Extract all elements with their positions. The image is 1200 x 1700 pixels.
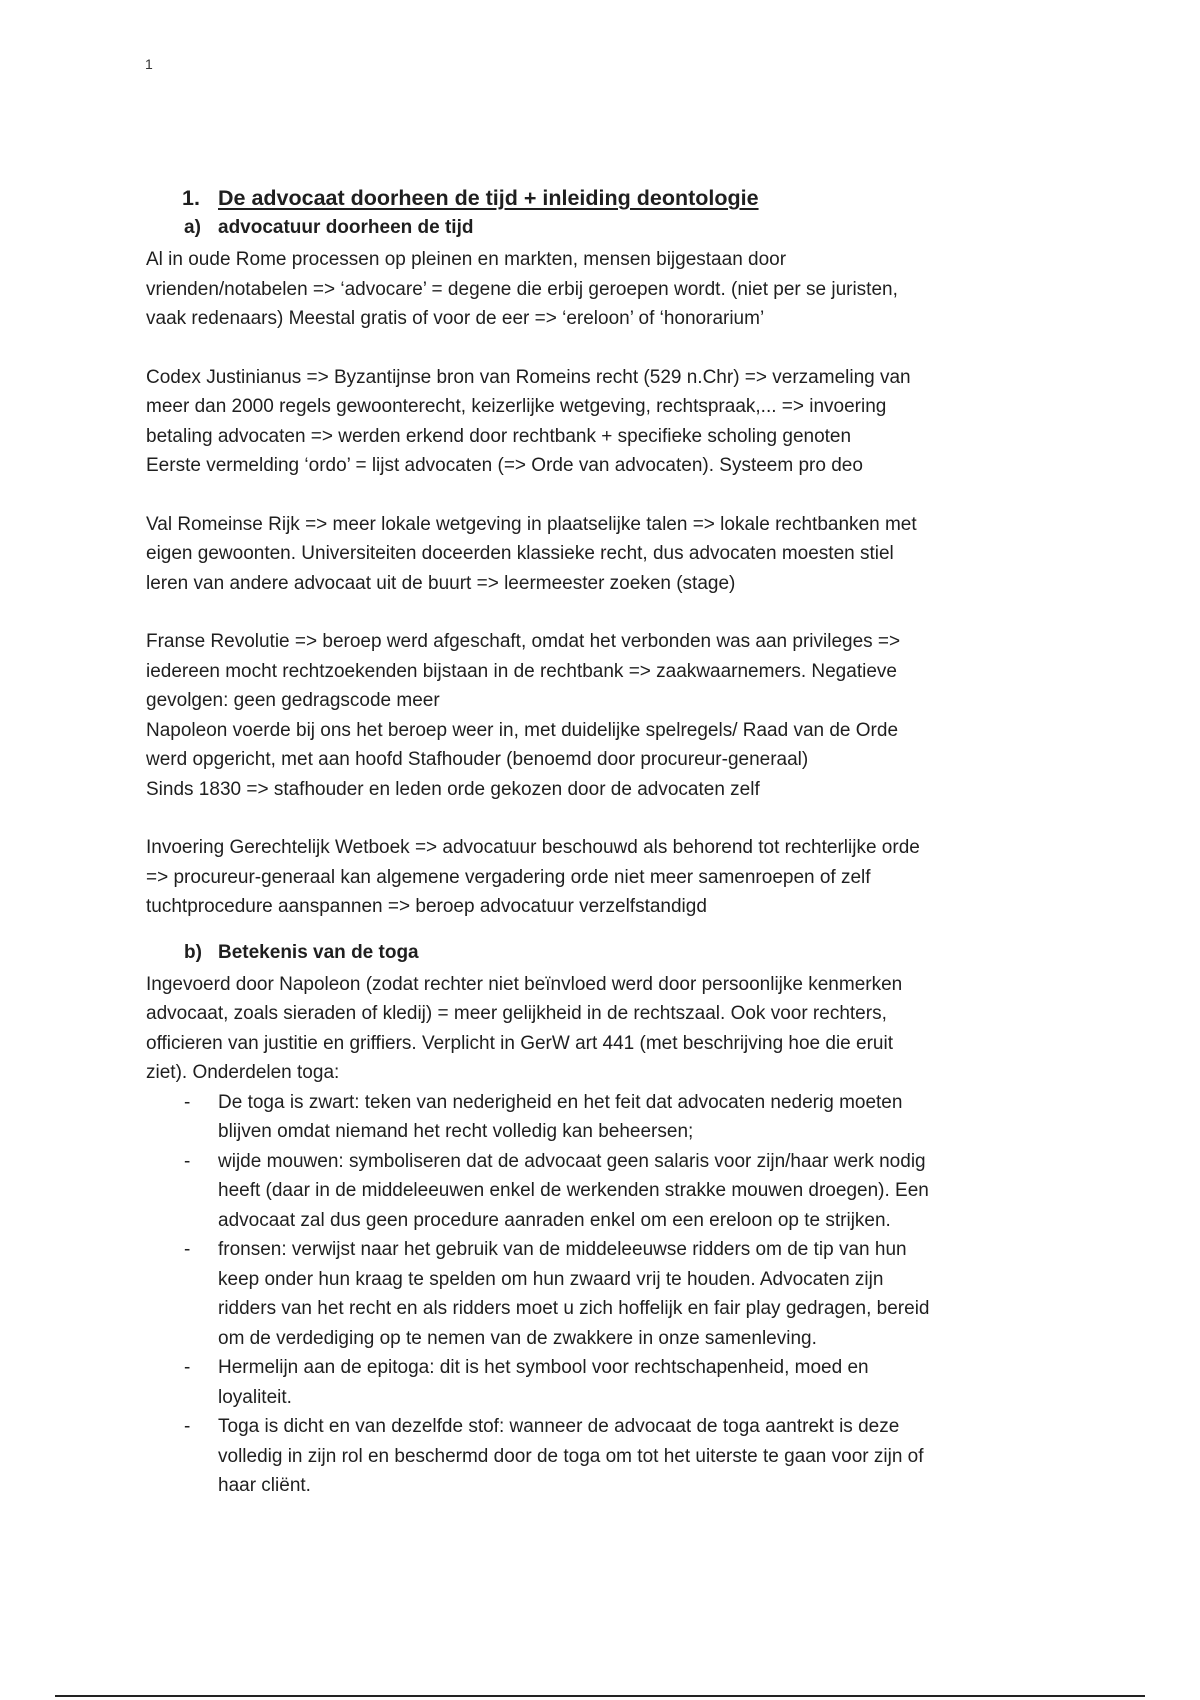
subheading-b xyxy=(184,942,1066,964)
paragraph-rome xyxy=(146,245,1066,334)
list-item-line: haar cliënt. xyxy=(218,1475,311,1496)
text-line: Invoering Gerechtelijk Wetboek => advocatuur beschouwd als behorend tot rechterlijke orde xyxy=(146,837,920,858)
list-item-line: advocaat zal dus geen procedure aanraden enkel om een ereloon op te strijken. xyxy=(218,1209,891,1231)
paragraph-toga xyxy=(146,970,1066,1088)
subheading-b-title: Betekenis van de toga xyxy=(218,941,419,963)
text-line: gevolgen: geen gedragscode meer xyxy=(146,690,440,711)
list-item xyxy=(146,1412,1066,1501)
text-line: Codex Justinianus => Byzantijnse bron van Romeins recht (529 n.Chr) => verzameling van xyxy=(146,366,911,388)
list-item-line: ridders van het recht en als ridders moet u zich hoffelijk en fair play gedragen, bereid xyxy=(218,1298,930,1319)
list-item-line: heeft (daar in de middeleeuwen enkel de werkenden strakke mouwen droegen). Een xyxy=(218,1180,929,1201)
bullet-dash: - xyxy=(184,1150,191,1172)
list-item-line: volledig in zijn rol en beschermd door de toga om tot het uiterste te gaan voor zijn of xyxy=(218,1445,924,1467)
list-item-line: Hermelijn aan de epitoga: dit is het symbool voor rechtschapenheid, moed en xyxy=(218,1357,869,1378)
list-item-line: fronsen: verwijst naar het gebruik van de middeleeuwse ridders om de tip van hun xyxy=(218,1239,907,1260)
text-line: eigen gewoonten. Universiteiten doceerden klassieke recht, dus advocaten moesten stiel xyxy=(146,543,894,564)
page-number: 1 xyxy=(145,56,153,72)
section-title: De advocaat doorheen de tijd + inleiding deontologie xyxy=(218,186,759,210)
section-heading xyxy=(182,186,1066,211)
list-item xyxy=(146,1088,1066,1147)
list-item-line: keep onder hun kraag te spelden om hun zwaard vrij te houden. Advocaten zijn xyxy=(218,1268,884,1290)
list-item xyxy=(146,1147,1066,1236)
text-line: tuchtprocedure aanspannen => beroep advocatuur verzelfstandigd xyxy=(146,896,707,917)
bullet-dash: - xyxy=(184,1416,191,1437)
text-line: Ingevoerd door Napoleon (zodat rechter niet beïnvloed werd door persoonlijke kenmerken xyxy=(146,973,903,995)
text-line: officieren van justitie en griffiers. Verplicht in GerW art 441 (met beschrijving hoe die eruit xyxy=(146,1032,893,1054)
bullet-dash: - xyxy=(184,1239,191,1260)
section-number: 1. xyxy=(182,186,200,210)
toga-parts-list xyxy=(146,1088,1066,1501)
document-body xyxy=(146,186,1066,1501)
list-item-line: om de verdediging op te nemen van de zwakkere in onze samenleving. xyxy=(218,1327,817,1349)
bullet-dash: - xyxy=(184,1357,191,1378)
subheading-a-number: a) xyxy=(184,217,201,238)
text-line: vrienden/notabelen => ‘advocare’ = degene die erbij geroepen wordt. (niet per se juristen, xyxy=(146,278,898,300)
list-item-line: loyaliteit. xyxy=(218,1386,292,1408)
text-line: Al in oude Rome processen op pleinen en markten, mensen bijgestaan door xyxy=(146,249,787,270)
text-line: Franse Revolutie => beroep werd afgeschaft, omdat het verbonden was aan privileges => xyxy=(146,631,901,652)
text-line: betaling advocaten => werden erkend door rechtbank + specifieke scholing genoten xyxy=(146,425,852,447)
text-line: Val Romeinse Rijk => meer lokale wetgeving in plaatselijke talen => lokale rechtbanken met xyxy=(146,513,917,535)
text-line: werd opgericht, met aan hoofd Stafhouder (benoemd door procureur-generaal) xyxy=(146,749,809,770)
paragraph-wetboek xyxy=(146,833,1066,922)
list-item xyxy=(146,1235,1066,1353)
list-item-line: blijven omdat niemand het recht volledig kan beheersen; xyxy=(218,1121,694,1142)
text-line: Sinds 1830 => stafhouder en leden orde gekozen door de advocaten zelf xyxy=(146,778,760,800)
paragraph-codex xyxy=(146,363,1066,481)
text-line: => procureur-generaal kan algemene vergadering orde niet meer samenroepen of zelf xyxy=(146,866,871,888)
footer-divider xyxy=(55,1695,1145,1697)
text-line: iedereen mocht rechtzoekenden bijstaan in de rechtbank => zaakwaarnemers. Negatieve xyxy=(146,660,897,682)
text-line: advocaat, zoals sieraden of kledij) = meer gelijkheid in de rechtszaal. Ook voor rechters, xyxy=(146,1003,887,1024)
bullet-dash: - xyxy=(184,1091,191,1113)
text-line: Eerste vermelding ‘ordo’ = lijst advocaten (=> Orde van advocaten). Systeem pro deo xyxy=(146,455,863,476)
paragraph-val-rijk xyxy=(146,510,1066,599)
text-line: vaak redenaars) Meestal gratis of voor de eer => ‘ereloon’ of ‘honorarium’ xyxy=(146,308,765,329)
text-line: leren van andere advocaat uit de buurt => leermeester zoeken (stage) xyxy=(146,572,736,594)
list-item-line: Toga is dicht en van dezelfde stof: wanneer de advocaat de toga aantrekt is deze xyxy=(218,1416,900,1437)
subheading-a xyxy=(184,217,1066,239)
list-item-line: De toga is zwart: teken van nederigheid en het feit dat advocaten nederig moeten xyxy=(218,1091,903,1113)
subheading-b-number: b) xyxy=(184,941,202,963)
text-line: ziet). Onderdelen toga: xyxy=(146,1062,340,1083)
text-line: meer dan 2000 regels gewoonterecht, keizerlijke wetgeving, rechtspraak,... => invoering xyxy=(146,396,887,417)
text-line: Napoleon voerde bij ons het beroep weer in, met duidelijke spelregels/ Raad van de Orde xyxy=(146,719,899,741)
paragraph-revolutie xyxy=(146,627,1066,804)
list-item xyxy=(146,1353,1066,1412)
subheading-a-title: advocatuur doorheen de tijd xyxy=(218,217,474,238)
list-item-line: wijde mouwen: symboliseren dat de advocaat geen salaris voor zijn/haar werk nodig xyxy=(218,1150,926,1172)
